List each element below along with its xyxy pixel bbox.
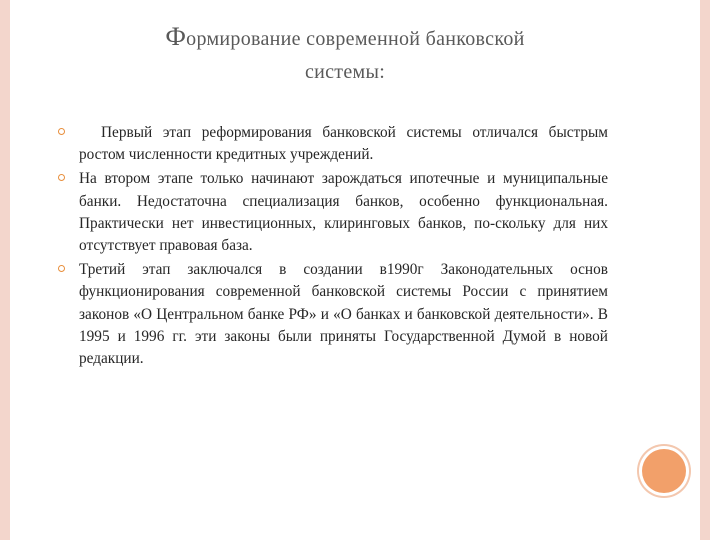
- right-border-stripe: [700, 0, 710, 540]
- list-item-text: На втором этапе только начинают зарождаться ипотечные и муниципальные банки. Недостаточна специализация банков, особенно функциональная. Практически нет инвестиционных, клиринговых банков, по-скольку для них отсутствует правовая база.: [79, 170, 608, 255]
- title-first-letter: Ф: [165, 22, 187, 51]
- bullet-icon: [58, 265, 65, 272]
- right-border: [686, 0, 720, 540]
- slide-title: [40, 20, 650, 89]
- left-border-stripe: [0, 0, 10, 540]
- list-item: [58, 168, 608, 257]
- bullet-icon: [58, 128, 65, 135]
- list-item: [58, 122, 608, 166]
- decorative-circle-icon: [642, 449, 686, 493]
- bullet-icon: [58, 174, 65, 181]
- title-line2: системы:: [304, 61, 386, 83]
- list-item-text: Третий этап заключался в создании в1990г Законодательных основ функционирования современной банковской системы России с принятием законов «О Центральном банке РФ» и «О банках и банковской деятельности». В 1995 и 1996 гг. эти законы были приняты Государственной Думой в новой редакции.: [79, 261, 608, 368]
- bullet-list: [58, 122, 608, 372]
- list-item: [58, 259, 608, 370]
- title-line1: ормирование современной банковской: [186, 28, 525, 50]
- list-item-text: Первый этап реформирования банковской системы отличался быстрым ростом численности кредитных учреждений.: [79, 124, 608, 164]
